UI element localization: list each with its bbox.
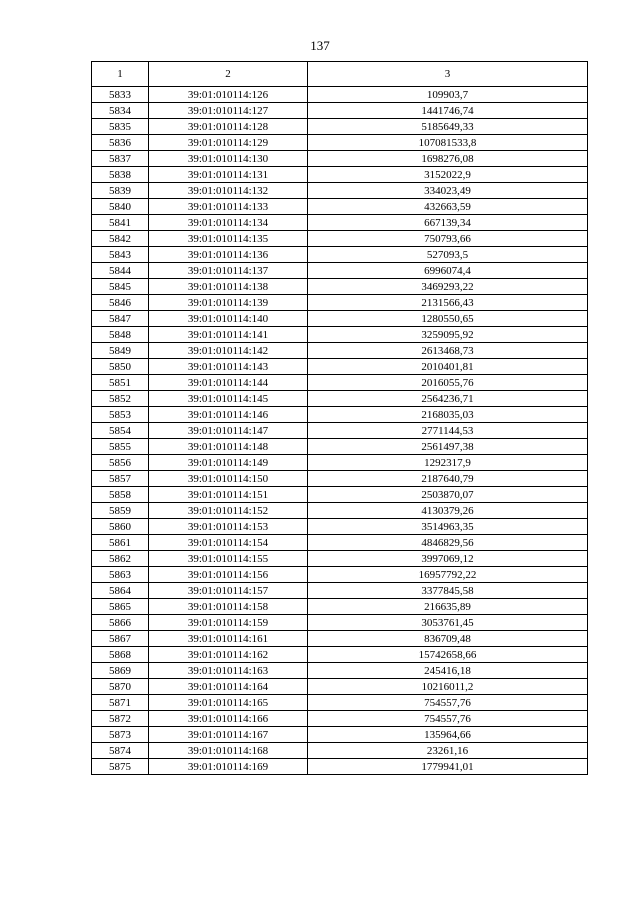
value-cell: 245416,18 bbox=[308, 663, 588, 679]
row-number-cell: 5834 bbox=[92, 103, 149, 119]
table-row bbox=[92, 183, 588, 199]
table-row bbox=[92, 519, 588, 535]
cadastral-number-cell: 39:01:010114:138 bbox=[149, 279, 308, 295]
value-cell: 109903,7 bbox=[308, 87, 588, 103]
value-cell: 3514963,35 bbox=[308, 519, 588, 535]
table-row bbox=[92, 743, 588, 759]
row-number-cell: 5853 bbox=[92, 407, 149, 423]
row-number-cell: 5856 bbox=[92, 455, 149, 471]
cadastral-number-cell: 39:01:010114:127 bbox=[149, 103, 308, 119]
row-number-cell: 5848 bbox=[92, 327, 149, 343]
cadastral-number-cell: 39:01:010114:147 bbox=[149, 423, 308, 439]
value-cell: 6996074,4 bbox=[308, 263, 588, 279]
cadastral-number-cell: 39:01:010114:150 bbox=[149, 471, 308, 487]
cadastral-number-cell: 39:01:010114:153 bbox=[149, 519, 308, 535]
value-cell: 754557,76 bbox=[308, 695, 588, 711]
value-cell: 2010401,81 bbox=[308, 359, 588, 375]
value-cell: 750793,66 bbox=[308, 231, 588, 247]
value-cell: 23261,16 bbox=[308, 743, 588, 759]
cadastral-number-cell: 39:01:010114:141 bbox=[149, 327, 308, 343]
value-cell: 10216011,2 bbox=[308, 679, 588, 695]
row-number-cell: 5835 bbox=[92, 119, 149, 135]
cadastral-number-cell: 39:01:010114:139 bbox=[149, 295, 308, 311]
table-row bbox=[92, 167, 588, 183]
row-number-cell: 5859 bbox=[92, 503, 149, 519]
row-number-cell: 5861 bbox=[92, 535, 149, 551]
value-cell: 1292317,9 bbox=[308, 455, 588, 471]
row-number-cell: 5840 bbox=[92, 199, 149, 215]
table-row bbox=[92, 663, 588, 679]
row-number-cell: 5841 bbox=[92, 215, 149, 231]
row-number-cell: 5860 bbox=[92, 519, 149, 535]
page-number: 137 bbox=[310, 38, 330, 53]
column-header-1: 1 bbox=[92, 62, 149, 87]
row-number-cell: 5868 bbox=[92, 647, 149, 663]
cadastral-number-cell: 39:01:010114:131 bbox=[149, 167, 308, 183]
table-row bbox=[92, 87, 588, 103]
table-row bbox=[92, 295, 588, 311]
value-cell: 2771144,53 bbox=[308, 423, 588, 439]
row-number-cell: 5874 bbox=[92, 743, 149, 759]
cadastral-number-cell: 39:01:010114:135 bbox=[149, 231, 308, 247]
cadastral-number-cell: 39:01:010114:158 bbox=[149, 599, 308, 615]
row-number-cell: 5836 bbox=[92, 135, 149, 151]
row-number-cell: 5863 bbox=[92, 567, 149, 583]
value-cell: 1779941,01 bbox=[308, 759, 588, 775]
table-row bbox=[92, 327, 588, 343]
value-cell: 1280550,65 bbox=[308, 311, 588, 327]
table-row bbox=[92, 487, 588, 503]
row-number-cell: 5844 bbox=[92, 263, 149, 279]
table-row bbox=[92, 135, 588, 151]
row-number-cell: 5846 bbox=[92, 295, 149, 311]
row-number-cell: 5862 bbox=[92, 551, 149, 567]
cadastral-number-cell: 39:01:010114:149 bbox=[149, 455, 308, 471]
table-row bbox=[92, 359, 588, 375]
value-cell: 1698276,08 bbox=[308, 151, 588, 167]
cadastral-number-cell: 39:01:010114:165 bbox=[149, 695, 308, 711]
cadastral-number-cell: 39:01:010114:169 bbox=[149, 759, 308, 775]
table-row bbox=[92, 647, 588, 663]
value-cell: 2561497,38 bbox=[308, 439, 588, 455]
table-row bbox=[92, 631, 588, 647]
table-row bbox=[92, 439, 588, 455]
table-row bbox=[92, 615, 588, 631]
value-cell: 2187640,79 bbox=[308, 471, 588, 487]
table-row bbox=[92, 343, 588, 359]
table-row bbox=[92, 279, 588, 295]
value-cell: 2503870,07 bbox=[308, 487, 588, 503]
cadastral-number-cell: 39:01:010114:132 bbox=[149, 183, 308, 199]
row-number-cell: 5833 bbox=[92, 87, 149, 103]
cadastral-number-cell: 39:01:010114:140 bbox=[149, 311, 308, 327]
row-number-cell: 5872 bbox=[92, 711, 149, 727]
cadastral-number-cell: 39:01:010114:137 bbox=[149, 263, 308, 279]
value-cell: 216635,89 bbox=[308, 599, 588, 615]
cadastral-number-cell: 39:01:010114:148 bbox=[149, 439, 308, 455]
table-row bbox=[92, 199, 588, 215]
cadastral-number-cell: 39:01:010114:151 bbox=[149, 487, 308, 503]
table-row bbox=[92, 503, 588, 519]
row-number-cell: 5857 bbox=[92, 471, 149, 487]
value-cell: 334023,49 bbox=[308, 183, 588, 199]
value-cell: 4846829,56 bbox=[308, 535, 588, 551]
value-cell: 5185649,33 bbox=[308, 119, 588, 135]
cadastral-number-cell: 39:01:010114:156 bbox=[149, 567, 308, 583]
value-cell: 3469293,22 bbox=[308, 279, 588, 295]
table-row bbox=[92, 695, 588, 711]
row-number-cell: 5854 bbox=[92, 423, 149, 439]
registry-table bbox=[91, 61, 588, 775]
value-cell: 107081533,8 bbox=[308, 135, 588, 151]
cadastral-number-cell: 39:01:010114:145 bbox=[149, 391, 308, 407]
cadastral-number-cell: 39:01:010114:152 bbox=[149, 503, 308, 519]
row-number-cell: 5864 bbox=[92, 583, 149, 599]
row-number-cell: 5849 bbox=[92, 343, 149, 359]
cadastral-number-cell: 39:01:010114:164 bbox=[149, 679, 308, 695]
value-cell: 2168035,03 bbox=[308, 407, 588, 423]
cadastral-number-cell: 39:01:010114:129 bbox=[149, 135, 308, 151]
table-row bbox=[92, 567, 588, 583]
row-number-cell: 5865 bbox=[92, 599, 149, 615]
row-number-cell: 5869 bbox=[92, 663, 149, 679]
cadastral-number-cell: 39:01:010114:136 bbox=[149, 247, 308, 263]
cadastral-number-cell: 39:01:010114:162 bbox=[149, 647, 308, 663]
row-number-cell: 5850 bbox=[92, 359, 149, 375]
table-row bbox=[92, 471, 588, 487]
value-cell: 836709,48 bbox=[308, 631, 588, 647]
row-number-cell: 5866 bbox=[92, 615, 149, 631]
cadastral-number-cell: 39:01:010114:163 bbox=[149, 663, 308, 679]
table-row bbox=[92, 151, 588, 167]
cadastral-number-cell: 39:01:010114:128 bbox=[149, 119, 308, 135]
row-number-cell: 5845 bbox=[92, 279, 149, 295]
table-row bbox=[92, 407, 588, 423]
table-row bbox=[92, 247, 588, 263]
value-cell: 432663,59 bbox=[308, 199, 588, 215]
table-row bbox=[92, 119, 588, 135]
cadastral-number-cell: 39:01:010114:143 bbox=[149, 359, 308, 375]
row-number-cell: 5838 bbox=[92, 167, 149, 183]
table-body bbox=[92, 87, 588, 775]
table-row bbox=[92, 599, 588, 615]
cadastral-number-cell: 39:01:010114:134 bbox=[149, 215, 308, 231]
table-row bbox=[92, 711, 588, 727]
value-cell: 667139,34 bbox=[308, 215, 588, 231]
row-number-cell: 5837 bbox=[92, 151, 149, 167]
value-cell: 2564236,71 bbox=[308, 391, 588, 407]
table-row bbox=[92, 311, 588, 327]
cadastral-number-cell: 39:01:010114:126 bbox=[149, 87, 308, 103]
table-row bbox=[92, 759, 588, 775]
table-row bbox=[92, 231, 588, 247]
table-row bbox=[92, 375, 588, 391]
row-number-cell: 5852 bbox=[92, 391, 149, 407]
cadastral-number-cell: 39:01:010114:142 bbox=[149, 343, 308, 359]
cadastral-number-cell: 39:01:010114:144 bbox=[149, 375, 308, 391]
cadastral-number-cell: 39:01:010114:154 bbox=[149, 535, 308, 551]
table-row bbox=[92, 727, 588, 743]
cadastral-number-cell: 39:01:010114:168 bbox=[149, 743, 308, 759]
cadastral-number-cell: 39:01:010114:155 bbox=[149, 551, 308, 567]
table-row bbox=[92, 455, 588, 471]
table-row bbox=[92, 391, 588, 407]
cadastral-number-cell: 39:01:010114:157 bbox=[149, 583, 308, 599]
row-number-cell: 5839 bbox=[92, 183, 149, 199]
value-cell: 2613468,73 bbox=[308, 343, 588, 359]
cadastral-number-cell: 39:01:010114:166 bbox=[149, 711, 308, 727]
row-number-cell: 5873 bbox=[92, 727, 149, 743]
row-number-cell: 5843 bbox=[92, 247, 149, 263]
row-number-cell: 5855 bbox=[92, 439, 149, 455]
value-cell: 3152022,9 bbox=[308, 167, 588, 183]
table-row bbox=[92, 679, 588, 695]
table-row bbox=[92, 263, 588, 279]
row-number-cell: 5875 bbox=[92, 759, 149, 775]
value-cell: 16957792,22 bbox=[308, 567, 588, 583]
table-row bbox=[92, 103, 588, 119]
cadastral-number-cell: 39:01:010114:167 bbox=[149, 727, 308, 743]
value-cell: 15742658,66 bbox=[308, 647, 588, 663]
row-number-cell: 5851 bbox=[92, 375, 149, 391]
row-number-cell: 5870 bbox=[92, 679, 149, 695]
value-cell: 3997069,12 bbox=[308, 551, 588, 567]
cadastral-number-cell: 39:01:010114:159 bbox=[149, 615, 308, 631]
value-cell: 3259095,92 bbox=[308, 327, 588, 343]
column-header-2: 2 bbox=[149, 62, 308, 87]
table-row bbox=[92, 551, 588, 567]
table-header bbox=[92, 62, 588, 87]
row-number-cell: 5867 bbox=[92, 631, 149, 647]
row-number-cell: 5847 bbox=[92, 311, 149, 327]
value-cell: 3377845,58 bbox=[308, 583, 588, 599]
table-row bbox=[92, 583, 588, 599]
table-row bbox=[92, 535, 588, 551]
cadastral-number-cell: 39:01:010114:130 bbox=[149, 151, 308, 167]
table-row bbox=[92, 423, 588, 439]
row-number-cell: 5858 bbox=[92, 487, 149, 503]
value-cell: 1441746,74 bbox=[308, 103, 588, 119]
header-row bbox=[92, 62, 588, 87]
cadastral-number-cell: 39:01:010114:146 bbox=[149, 407, 308, 423]
value-cell: 754557,76 bbox=[308, 711, 588, 727]
value-cell: 527093,5 bbox=[308, 247, 588, 263]
value-cell: 4130379,26 bbox=[308, 503, 588, 519]
value-cell: 135964,66 bbox=[308, 727, 588, 743]
value-cell: 3053761,45 bbox=[308, 615, 588, 631]
cadastral-number-cell: 39:01:010114:133 bbox=[149, 199, 308, 215]
cadastral-number-cell: 39:01:010114:161 bbox=[149, 631, 308, 647]
column-header-3: 3 bbox=[308, 62, 588, 87]
value-cell: 2131566,43 bbox=[308, 295, 588, 311]
row-number-cell: 5842 bbox=[92, 231, 149, 247]
value-cell: 2016055,76 bbox=[308, 375, 588, 391]
table-row bbox=[92, 215, 588, 231]
row-number-cell: 5871 bbox=[92, 695, 149, 711]
